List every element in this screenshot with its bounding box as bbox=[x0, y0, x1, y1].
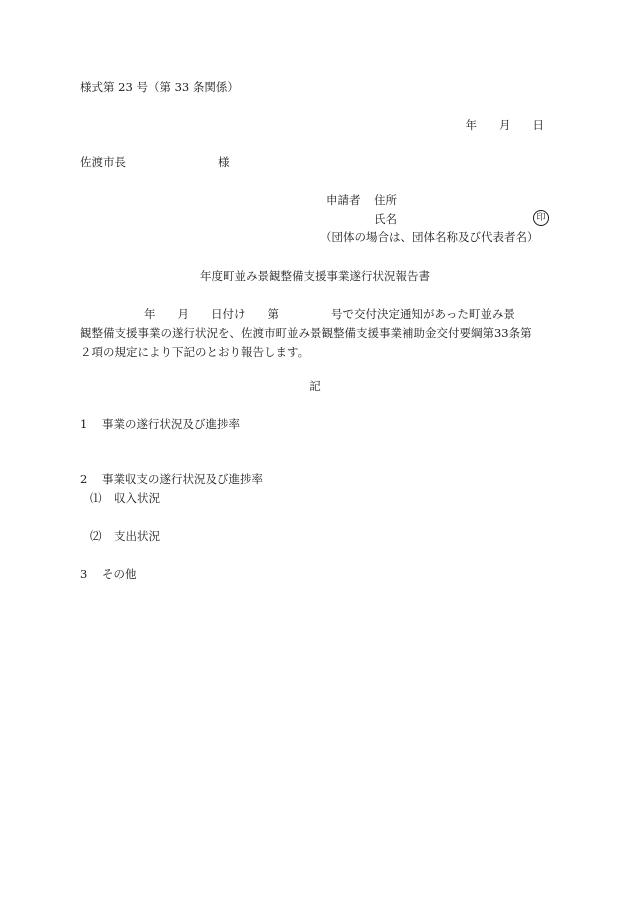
body-dated: 日付け bbox=[211, 307, 246, 321]
item-number: 1 bbox=[80, 417, 88, 431]
addressee-honorific: 様 bbox=[218, 155, 230, 169]
list-item bbox=[80, 566, 137, 582]
list-subitem bbox=[90, 490, 160, 506]
body-dai: 第 bbox=[267, 307, 279, 321]
body-line-2: 観整備支援事業の遂行状況を、佐渡市町並み景観整備支援事業補助金交付要綱第33条第 bbox=[80, 326, 532, 340]
item-number: 3 bbox=[80, 567, 88, 581]
date-day: 日 bbox=[532, 118, 544, 132]
form-number: 様式第 23 号（第 33 条関係） bbox=[80, 80, 239, 94]
body-line-3: ２項の規定により下記のとおり報告します。 bbox=[80, 345, 310, 359]
date-line bbox=[466, 117, 545, 133]
addressee-name: 佐渡市長 bbox=[80, 155, 126, 169]
organization-note: （団体の場合は、団体名称及び代表者名） bbox=[320, 230, 539, 244]
seal-mark: 印 bbox=[533, 210, 549, 226]
body-paragraph bbox=[80, 305, 548, 362]
subitem-number: ⑴ bbox=[90, 491, 102, 505]
body-month: 月 bbox=[177, 307, 189, 321]
subitem-label: 収入状況 bbox=[114, 491, 160, 505]
list-subitem bbox=[90, 528, 160, 544]
subitem-number: ⑵ bbox=[90, 529, 102, 543]
list-item bbox=[80, 416, 240, 432]
subitem-label: 支出状況 bbox=[114, 529, 160, 543]
date-month: 月 bbox=[499, 118, 511, 132]
ki-heading: 記 bbox=[309, 379, 321, 393]
item-label: 事業の遂行状況及び進捗率 bbox=[102, 417, 240, 431]
applicant-name-label: 氏名 bbox=[374, 212, 397, 226]
body-line-1 bbox=[80, 305, 548, 324]
document-title: 年度町並み景観整備支援事業遂行状況報告書 bbox=[200, 269, 430, 283]
addressee bbox=[80, 154, 230, 170]
applicant-label: 申請者 bbox=[326, 193, 361, 207]
applicant-address-label: 住所 bbox=[374, 193, 397, 207]
item-number: 2 bbox=[80, 472, 88, 486]
body-line1-rest: 号で交付決定通知があった町並み景 bbox=[331, 307, 515, 321]
item-label: 事業収支の遂行状況及び進捗率 bbox=[102, 472, 263, 486]
body-year: 年 bbox=[144, 307, 156, 321]
date-year: 年 bbox=[465, 118, 477, 132]
item-label: その他 bbox=[102, 567, 137, 581]
list-item bbox=[80, 471, 263, 487]
